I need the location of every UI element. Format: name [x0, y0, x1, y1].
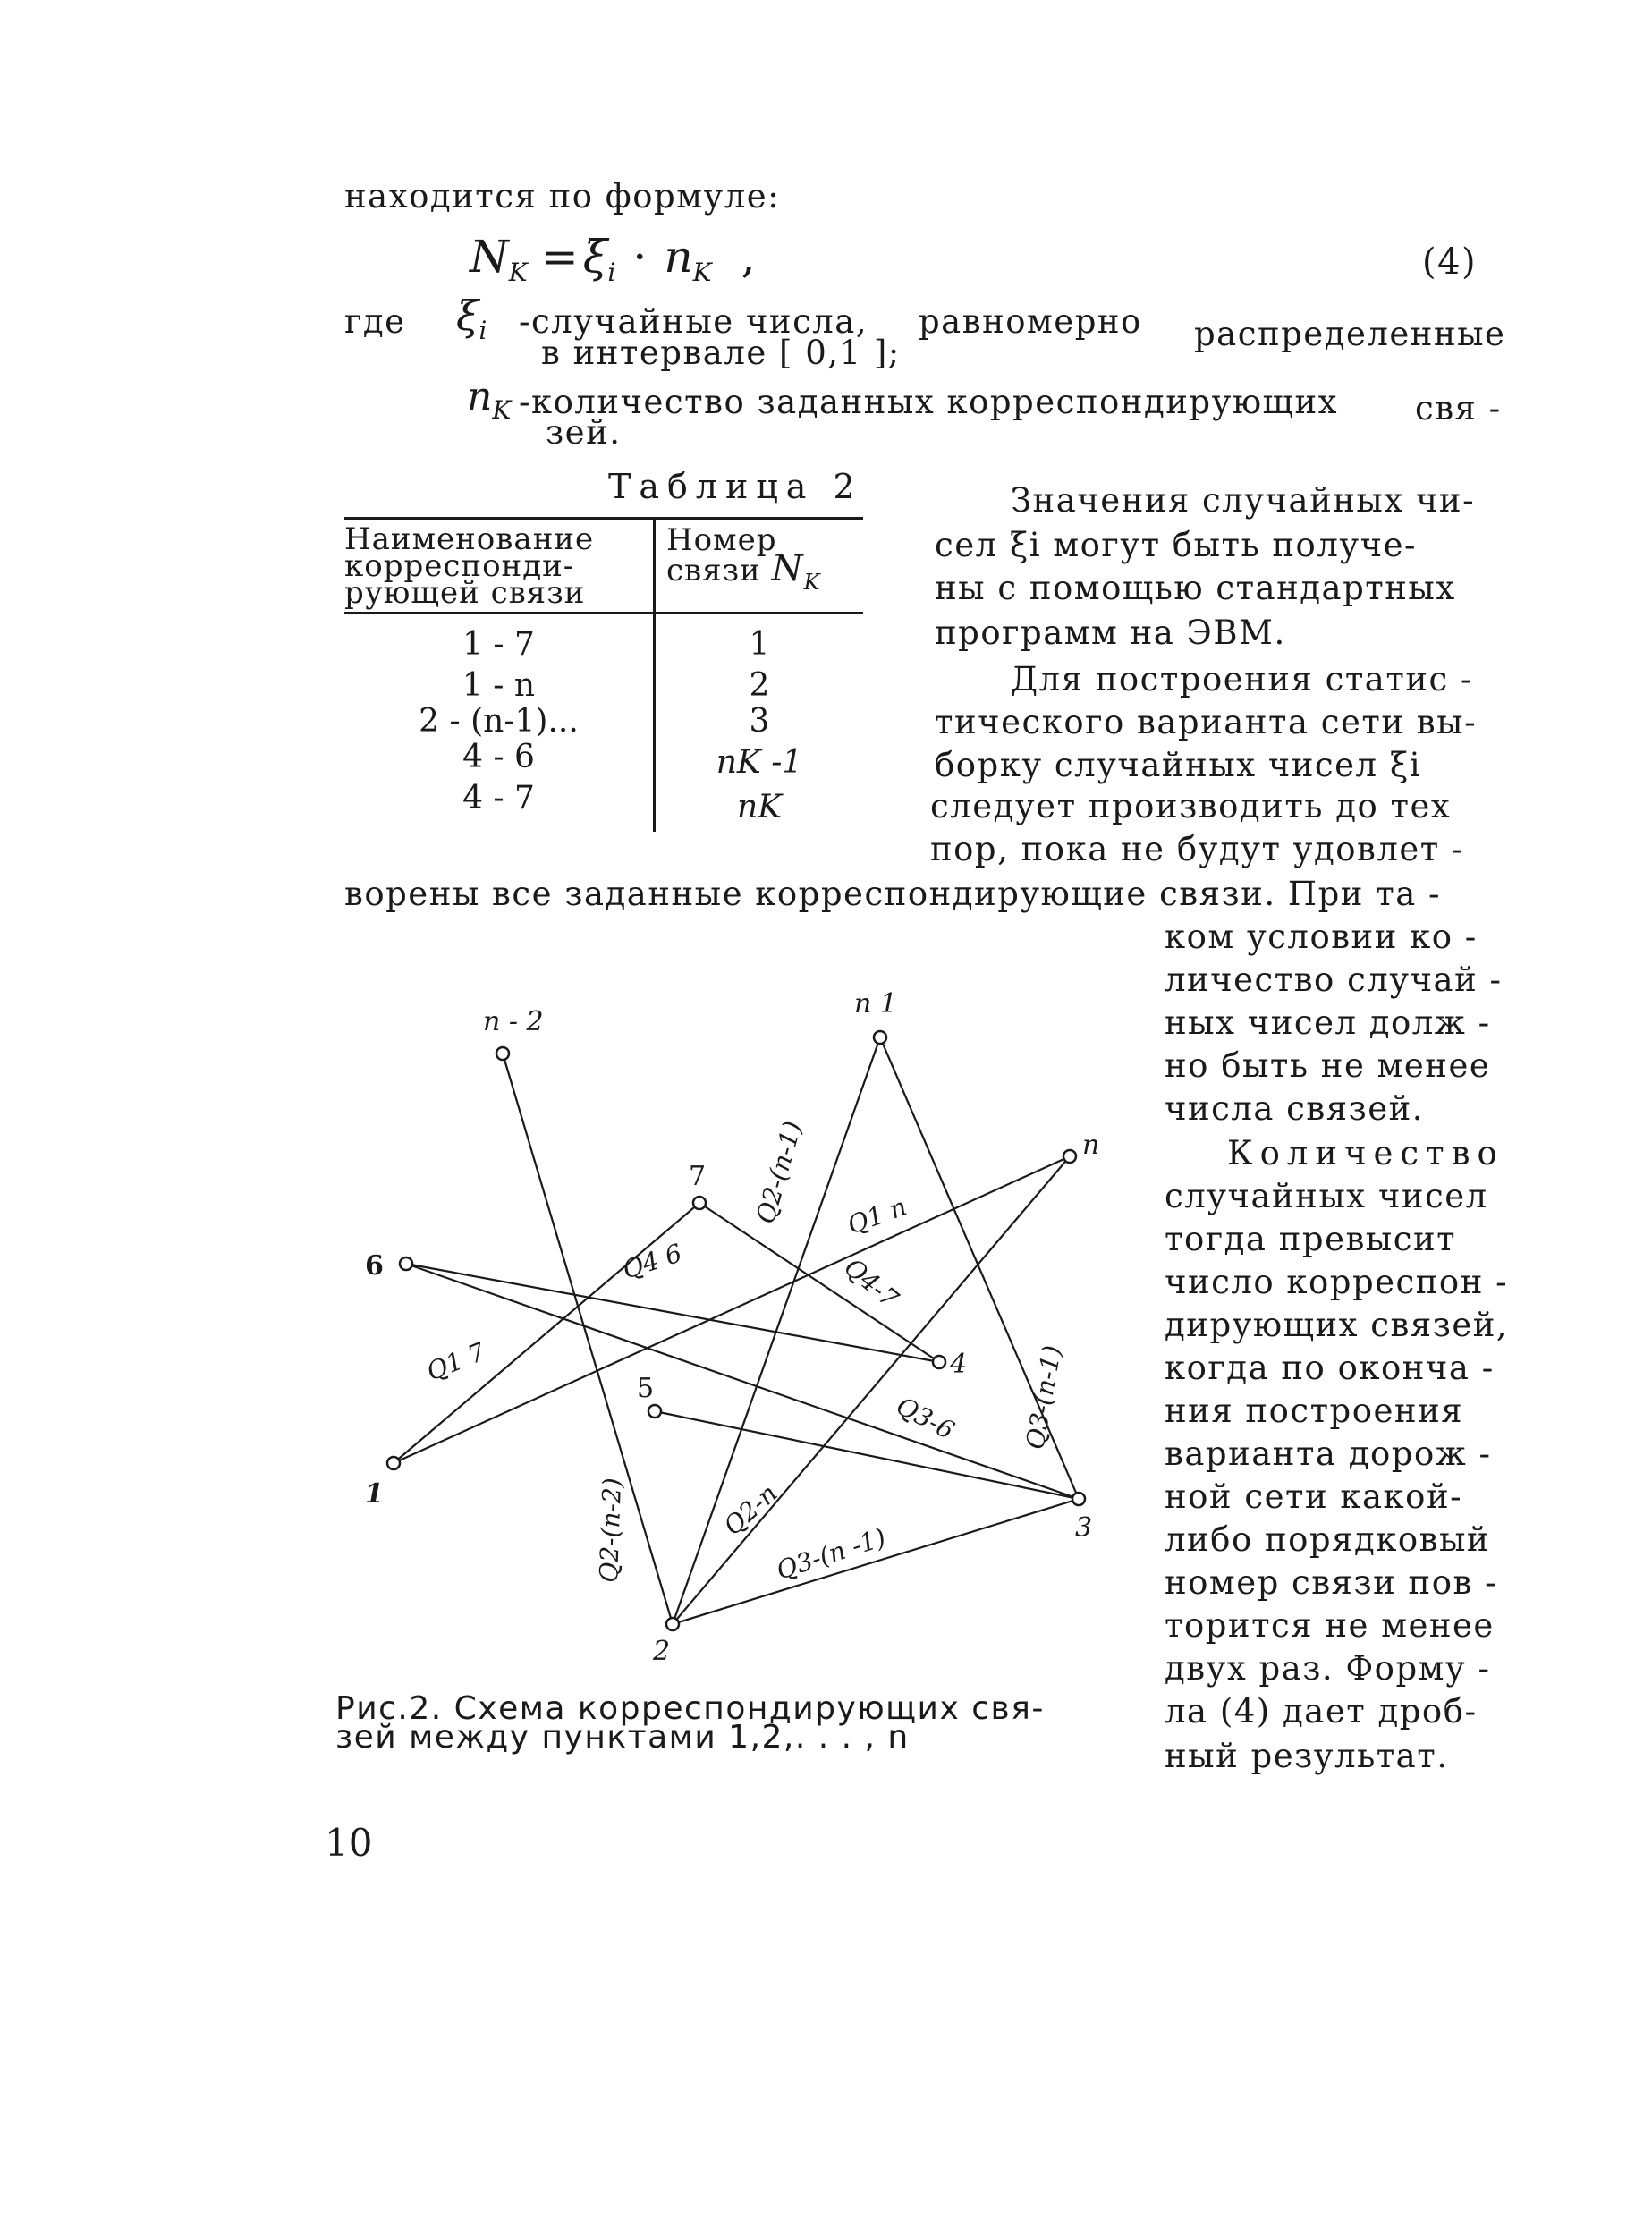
formula-xi: ξ: [582, 231, 608, 283]
rc2-line-11: когда по оконча -: [1165, 1349, 1495, 1387]
xi-def-1b: равномерно: [919, 302, 1142, 341]
table-col2-header-sub: K: [803, 570, 821, 595]
rc2-line-8: тогда превысит: [1165, 1220, 1457, 1258]
rc2-line-9: число корреспон -: [1165, 1263, 1509, 1301]
node-7: [693, 1197, 706, 1209]
rc2-line-16: номер связи пов -: [1165, 1563, 1498, 1602]
label-node-6: 6: [365, 1250, 384, 1282]
nk-def-1-end: свя -: [1415, 389, 1502, 427]
rc1-line-8: следует производить до тех: [930, 787, 1452, 825]
node-2: [666, 1618, 679, 1630]
label-node-3: 3: [1075, 1512, 1093, 1544]
table-row-4-num: nK -1: [716, 744, 803, 781]
edge-7-1: [394, 1203, 699, 1463]
table-col2-header-word: связи: [666, 553, 761, 588]
node-4: [933, 1356, 945, 1368]
node-5: [648, 1405, 661, 1418]
rc1-line-6: тического варианта сети вы-: [935, 703, 1478, 741]
node-3: [1072, 1493, 1085, 1505]
rc1-line-7: борку случайных чисел ξi: [935, 746, 1422, 784]
label-edge-q3-6: Q3-6: [891, 1391, 960, 1446]
rc1-line-2: сел ξi могут быть получе-: [935, 526, 1417, 564]
table-row-5-pair: 4 - 7: [462, 780, 535, 817]
node-n2: [496, 1047, 509, 1060]
nk-def-1: -количество заданных корреспондирующих: [519, 383, 1338, 421]
label-edge-q2-n1: Q2-(n-1): [750, 1117, 809, 1227]
label-node-n: n: [1082, 1130, 1100, 1161]
label-edge-q4-7: Q4-7: [838, 1252, 904, 1315]
node-n1: [874, 1031, 886, 1044]
label-node-n1: n 1: [854, 988, 897, 1020]
node-1: [387, 1457, 400, 1469]
nk-def-2: зей.: [546, 413, 622, 452]
rc2-line-3: ных чисел долж -: [1165, 1003, 1491, 1042]
edge-n-1: [394, 1156, 1070, 1463]
nk-symbol-sub: K: [492, 395, 512, 425]
formula-nk-sub: K: [692, 258, 712, 287]
label-edge-q4-6: Q4 6: [618, 1238, 686, 1285]
table-row-4-pair: 4 - 6: [462, 739, 535, 775]
formula-number: (4): [1422, 241, 1478, 283]
rc1-line-5: Для построения статис -: [1011, 660, 1473, 698]
rc2-line-5: числа связей.: [1165, 1089, 1425, 1128]
formula-n: N: [470, 231, 509, 283]
rc2-line-1: ком условии ко -: [1165, 918, 1478, 956]
rc2-line-2: личество случай -: [1165, 961, 1503, 999]
rc2-line-13: варианта дорож -: [1165, 1435, 1492, 1473]
nk-symbol: n: [467, 374, 493, 419]
label-node-4: 4: [950, 1349, 968, 1380]
node-n: [1063, 1150, 1076, 1163]
table-col1-header-line3: рующей связи: [344, 575, 586, 611]
xi-def-2: в интервале [ 0,1 ];: [541, 334, 901, 372]
label-node-5: 5: [637, 1373, 655, 1404]
figure-caption-line-2: зей между пунктами 1,2,. . . , n: [335, 1719, 910, 1756]
label-edge-q1-n: Q1 n: [843, 1191, 911, 1240]
edge-6-3: [406, 1264, 1079, 1499]
rc2-line-4: но быть не менее: [1165, 1046, 1491, 1085]
table-col2-header-line1: Номер: [666, 522, 777, 558]
node-6: [400, 1257, 412, 1270]
formula-comma: ,: [741, 231, 756, 283]
rc1-line-4: программ на ЭВМ.: [935, 614, 1286, 652]
label-node-n2: n - 2: [483, 1006, 544, 1037]
diagram-edge-labels: [422, 1118, 1067, 1586]
table-row-2-num: 2: [749, 667, 770, 704]
table-col1-header-line2: корреспонди-: [344, 548, 575, 584]
label-node-1: 1: [365, 1478, 384, 1510]
label-edge-q2-n2: Q2-(n-2): [594, 1477, 628, 1584]
rc2-line-6: Количество: [1227, 1134, 1504, 1172]
table-row-3-pair: 2 - (n-1)...: [419, 703, 579, 740]
xi-symbol: ξ: [456, 292, 479, 340]
rc2-line-10: дирующих связей,: [1165, 1306, 1509, 1344]
intro-line: находится по формуле:: [344, 177, 781, 216]
label-node-2: 2: [653, 1636, 671, 1667]
formula-xi-sub: i: [607, 258, 616, 287]
table-caption: Таблица 2: [608, 467, 863, 506]
table-col1-header-line1: Наименование: [344, 521, 595, 557]
edge-n2-2: [503, 1054, 673, 1624]
rc1-line-3: ны с помощью стандартных: [935, 569, 1456, 607]
label-edge-q1-7: Q1 7: [422, 1336, 490, 1387]
xi-symbol-sub: i: [479, 316, 487, 345]
xi-def-1c: распределенные: [1194, 315, 1506, 353]
rc2-line-15: либо порядковый: [1165, 1520, 1491, 1559]
rc1-line-1: Значения случайных чи-: [1011, 481, 1476, 520]
rc2-line-18: двух раз. Форму -: [1165, 1649, 1491, 1688]
label-edge-q2-n: Q2-n: [717, 1477, 784, 1542]
xi-def-1a: -случайные числа,: [519, 302, 868, 341]
formula-nk: n: [664, 231, 693, 283]
rc2-line-12: ния построения: [1165, 1392, 1464, 1430]
rc2-line-19: ла (4) дает дроб-: [1165, 1692, 1478, 1731]
rc2-line-20: ный результат.: [1165, 1737, 1449, 1775]
table-row-3-num: 3: [749, 703, 770, 740]
table-col2-header-symbol: N: [771, 548, 804, 589]
figure-caption-line-1: Рис.2. Схема корреспондирующих свя-: [335, 1690, 1045, 1727]
table-row-5-num: nK: [736, 789, 783, 825]
label-edge-q3-n1-right: Q3-(n-1): [1020, 1342, 1068, 1452]
edge-7-4: [699, 1203, 939, 1362]
table-row-1-num: 1: [749, 626, 770, 663]
table-row-2-pair: 1 - n: [462, 667, 536, 704]
rc2-line-17: торится не менее: [1165, 1606, 1495, 1645]
page-number: 10: [325, 1821, 373, 1865]
diagram-node-labels: [365, 988, 1099, 1667]
where-word: где: [344, 302, 406, 341]
table-row-1-pair: 1 - 7: [462, 626, 535, 663]
rc2-line-7: случайных чисел: [1165, 1177, 1488, 1215]
rc2-line-14: ной сети какой-: [1165, 1477, 1463, 1516]
full-width-line: ворены все заданные корреспондирующие связи. При та -: [344, 875, 1442, 913]
rc1-line-9: пор, пока не будут удовлет -: [930, 830, 1464, 868]
formula-equals: =: [540, 231, 579, 283]
formula-dot: ·: [632, 231, 648, 283]
label-node-7: 7: [689, 1161, 707, 1192]
formula-n-sub: K: [508, 258, 528, 287]
label-edge-q3-n1-bottom: Q3-(n -1): [772, 1522, 890, 1586]
